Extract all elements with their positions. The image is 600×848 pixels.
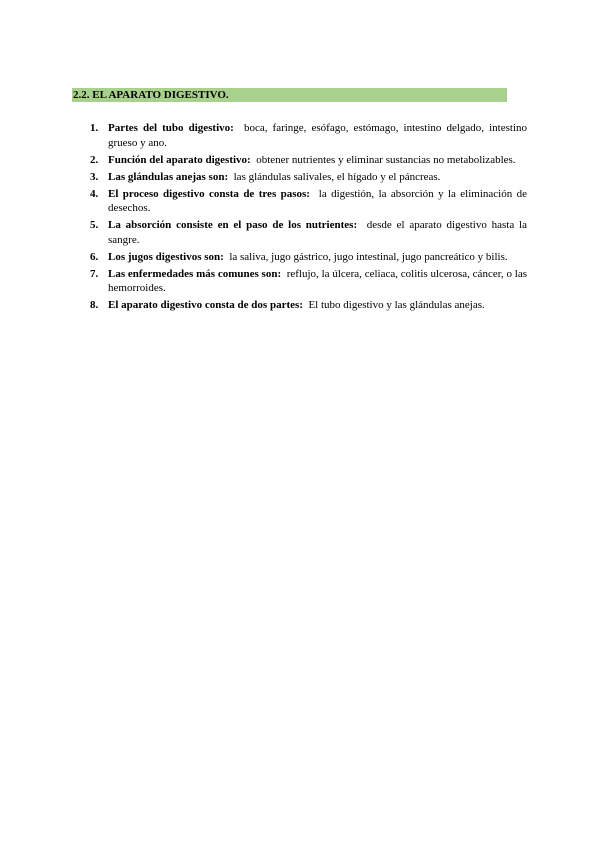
list-item-number: 3. bbox=[90, 170, 99, 183]
list-item bbox=[90, 298, 527, 313]
list-item-description: reflujo, la úlcera, celiaca, colitis ulcerosa, cáncer, o las hemorroides. bbox=[108, 267, 527, 294]
list-item-title: La absorción consiste en el paso de los nutrientes: bbox=[108, 219, 358, 231]
list-item bbox=[90, 267, 527, 296]
list-item-description: desde el aparato digestivo hasta la sangre. bbox=[108, 219, 527, 246]
list-item-title: Los jugos digestivos son: bbox=[108, 250, 224, 263]
list-item bbox=[90, 170, 527, 185]
list-item bbox=[90, 218, 527, 247]
list-item-number: 6. bbox=[90, 250, 99, 263]
list-item bbox=[90, 121, 527, 150]
list-item bbox=[90, 187, 527, 216]
list-item-number: 1. bbox=[90, 122, 99, 134]
list-item-title: Función del aparato digestivo: bbox=[108, 153, 251, 166]
list-item-number: 8. bbox=[90, 299, 99, 311]
section-heading bbox=[72, 88, 507, 102]
list-item-title: El proceso digestivo consta de tres pasos: bbox=[108, 187, 310, 200]
list-item-number: 5. bbox=[90, 219, 99, 231]
list-item-description: El tubo digestivo y las glándulas anejas. bbox=[308, 299, 485, 311]
list-item bbox=[90, 250, 527, 265]
list-item-title: El aparato digestivo consta de dos partes: bbox=[108, 299, 303, 311]
list-item-description: la digestión, la absorción y la eliminación de desechos. bbox=[108, 187, 528, 214]
list-item-description: obtener nutrientes y eliminar sustancias no metabolizables. bbox=[256, 153, 516, 166]
summary-list bbox=[90, 121, 527, 315]
list-item-description: las glándulas salivales, el hígado y el páncreas. bbox=[233, 170, 441, 183]
section-heading-text: 2.2. EL APARATO DIGESTIVO. bbox=[73, 89, 229, 101]
list-item-number: 7. bbox=[90, 267, 99, 280]
list-item-title: Partes del tubo digestivo: bbox=[108, 122, 234, 134]
list-item-description: la saliva, jugo gástrico, jugo intestinal, jugo pancreático y bilis. bbox=[229, 250, 508, 263]
list-item bbox=[90, 153, 527, 168]
list-item-title: Las glándulas anejas son: bbox=[108, 170, 229, 183]
list-item-description: boca, faringe, esófago, estómago, intestino delgado, intestino grueso y ano. bbox=[108, 122, 527, 149]
list-item-title: Las enfermedades más comunes son: bbox=[108, 267, 282, 280]
list-item-number: 4. bbox=[90, 187, 99, 200]
list-item-number: 2. bbox=[90, 153, 99, 166]
